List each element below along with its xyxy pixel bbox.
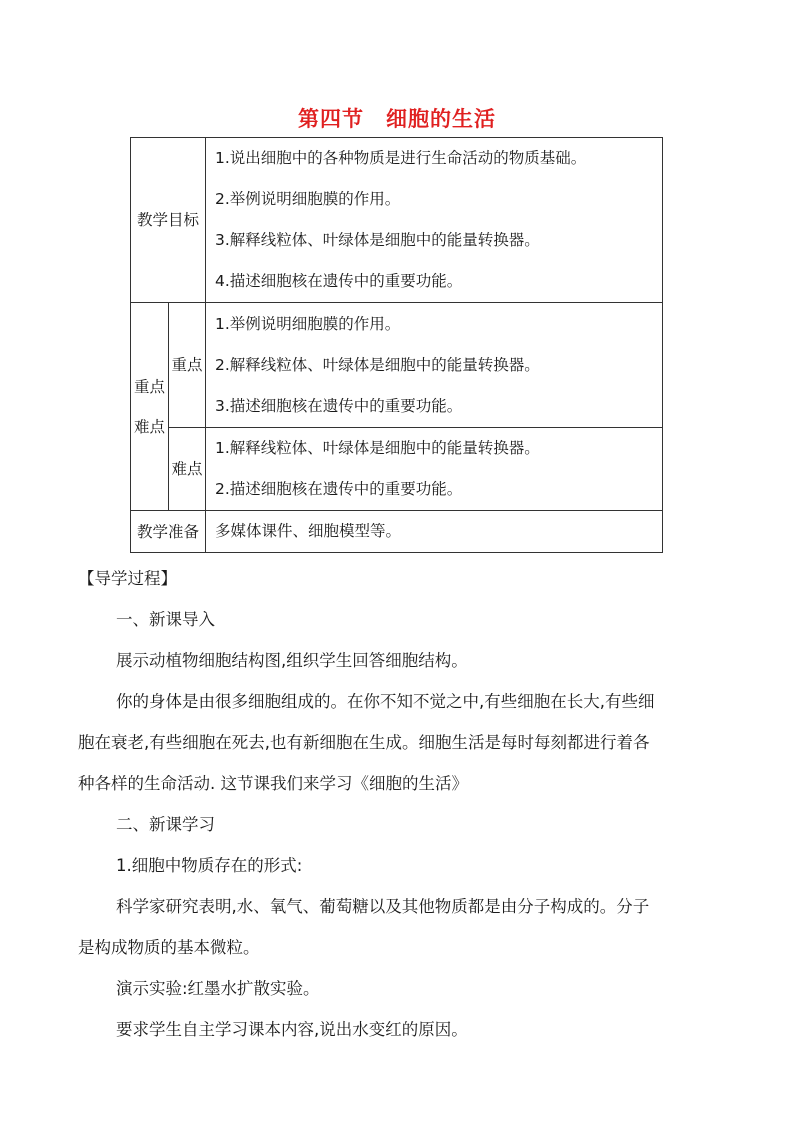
objectives-label: 教学目标 (131, 138, 206, 303)
difficult-points-cell (206, 428, 663, 511)
key-points-row (131, 303, 663, 428)
objective-item: 1.说出细胞中的各种物质是进行生命活动的物质基础。 (215, 149, 587, 167)
learn-subheading-1: 1.细胞中物质存在的形式: (116, 856, 303, 875)
lesson-plan-table (130, 137, 663, 553)
objective-item: 4.描述细胞核在遗传中的重要功能。 (215, 272, 463, 290)
learn-paragraph-1-line1: 科学家研究表明,水、氧气、葡萄糖以及其他物质都是由分子构成的。分子 (116, 897, 650, 916)
objective-item: 3.解释线粒体、叶绿体是细胞中的能量转换器。 (215, 231, 540, 249)
intro-paragraph-2-line3: 种各样的生命活动. 这节课我们来学习《细胞的生活》 (78, 774, 468, 793)
key-difficult-label-line2: 难点 (133, 417, 165, 436)
learn-demo: 演示实验:红墨水扩散实验。 (116, 979, 320, 998)
key-difficult-label-line1: 重点 (133, 377, 165, 396)
title-topic: 细胞的生活 (386, 107, 496, 131)
process-heading: 【导学过程】 (78, 569, 177, 588)
difficult-points-row (131, 428, 663, 511)
prep-cell (206, 511, 663, 553)
prep-label: 教学准备 (131, 511, 206, 553)
prep-value: 多媒体课件、细胞模型等。 (215, 522, 402, 540)
intro-paragraph-1: 展示动植物细胞结构图,组织学生回答细胞结构。 (116, 651, 468, 670)
key-points-cell (206, 303, 663, 428)
page-title (0, 103, 794, 133)
key-point-item: 1.举例说明细胞膜的作用。 (215, 314, 401, 333)
key-point-item: 2.解释线粒体、叶绿体是细胞中的能量转换器。 (215, 355, 540, 374)
objectives-cell (206, 138, 663, 303)
intro-heading: 一、新课导入 (116, 610, 215, 629)
difficult-point-item: 1.解释线粒体、叶绿体是细胞中的能量转换器。 (215, 439, 540, 457)
learn-heading: 二、新课学习 (116, 815, 215, 834)
learn-task: 要求学生自主学习课本内容,说出水变红的原因。 (116, 1020, 468, 1039)
key-difficult-label (131, 303, 169, 511)
intro-paragraph-2-line1: 你的身体是由很多细胞组成的。在你不知不觉之中,有些细胞在长大,有些细 (116, 692, 655, 711)
learn-paragraph-1-line2: 是构成物质的基本微粒。 (78, 938, 260, 957)
difficult-label: 难点 (169, 428, 206, 511)
objective-item: 2.举例说明细胞膜的作用。 (215, 190, 401, 208)
key-point-item: 3.描述细胞核在遗传中的重要功能。 (215, 396, 463, 415)
key-label: 重点 (169, 303, 206, 428)
objectives-row (131, 138, 663, 303)
prep-row (131, 511, 663, 553)
difficult-point-item: 2.描述细胞核在遗传中的重要功能。 (215, 480, 463, 498)
title-section-number: 第四节 (298, 107, 364, 131)
intro-paragraph-2-line2: 胞在衰老,有些细胞在死去,也有新细胞在生成。细胞生活是每时每刻都进行着各 (78, 733, 650, 752)
